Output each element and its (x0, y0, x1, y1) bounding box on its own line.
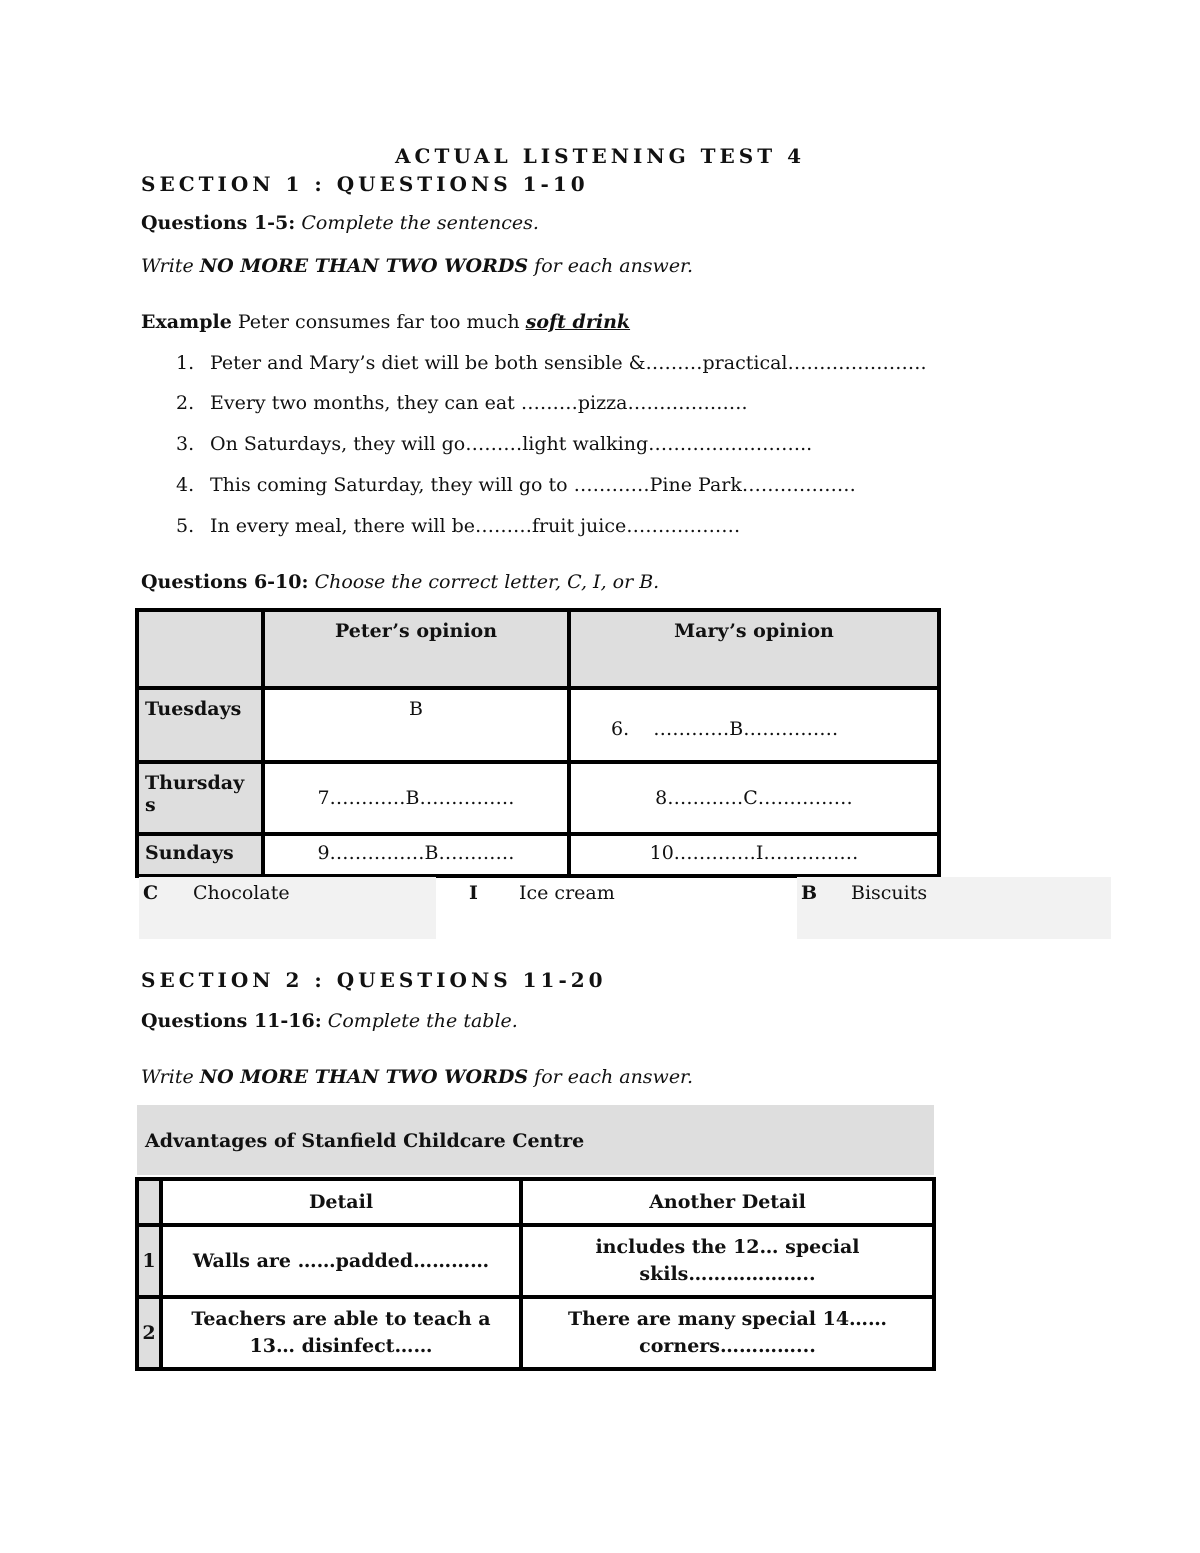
column-header-detail: Detail (161, 1179, 521, 1225)
section-1-heading: SECTION 1 : QUESTIONS 1-10 (141, 172, 589, 196)
example-line (141, 311, 630, 333)
table-row (137, 688, 939, 762)
mary-opinion-cell: 8…………C…………… (569, 762, 939, 834)
another-detail-cell: There are many special 14…… corners…………... (521, 1297, 934, 1369)
table-corner-cell (137, 610, 263, 688)
detail-cell: Walls are ……padded………… (161, 1225, 521, 1297)
questions-6-10-instruction (141, 571, 659, 593)
column-header-mary: Mary’s opinion (569, 610, 939, 688)
table-row (137, 834, 939, 876)
row-index: 1 (137, 1225, 161, 1297)
peter-opinion-cell: 9……………B………… (263, 834, 569, 876)
row-index: 2 (137, 1297, 161, 1369)
table-header-row (137, 1179, 934, 1225)
table-row (137, 762, 939, 834)
key-item-chocolate: C Chocolate (139, 877, 436, 939)
row-header-day: Thursday s (137, 762, 263, 834)
column-header-peter: Peter’s opinion (263, 610, 569, 688)
advantages-table (135, 1177, 936, 1371)
example-label: Example (141, 311, 232, 333)
question-item: 2. Every two months, they can eat ………pizza………………. (176, 392, 748, 414)
example-text: Peter consumes far too much (237, 311, 520, 333)
example-answer: soft drink (525, 311, 631, 333)
questions-11-16-text: Complete the table. (327, 1010, 518, 1032)
questions-6-10-label: Questions 6-10: (141, 571, 309, 593)
questions-6-10-text: Choose the correct letter, C, I, or B. (314, 571, 660, 593)
table-row (137, 1297, 934, 1369)
question-item: 4. This coming Saturday, they will go to …………Pine Park……………… (176, 474, 856, 496)
questions-11-16-label: Questions 11-16: (141, 1010, 322, 1032)
question-item: 3. On Saturdays, they will go………light walking…………………….. (176, 433, 813, 455)
another-detail-cell: includes the 12… special skils……………….. (521, 1225, 934, 1297)
table-corner-cell (137, 1179, 161, 1225)
word-limit-instruction-1: Write NO MORE THAN TWO WORDS for each answer. (141, 255, 694, 277)
table-row (137, 1225, 934, 1297)
peter-opinion-cell: 7…………B…………… (263, 762, 569, 834)
word-limit-instruction-2: Write NO MORE THAN TWO WORDS for each answer. (141, 1066, 694, 1088)
column-header-another-detail: Another Detail (521, 1179, 934, 1225)
mary-opinion-cell: 6. …………B…………… (569, 688, 939, 762)
questions-11-16-instruction (141, 1010, 518, 1032)
section-2-heading: SECTION 2 : QUESTIONS 11-20 (141, 968, 607, 992)
page-title: ACTUAL LISTENING TEST 4 (395, 144, 805, 168)
mary-opinion-cell: 10.…………I…………… (569, 834, 939, 876)
questions-1-5-instruction (141, 212, 539, 234)
questions-1-5-label: Questions 1-5: (141, 212, 296, 234)
question-item: 5. In every meal, there will be………fruit juice……………… (176, 515, 741, 537)
advantages-table-title: Advantages of Stanfield Childcare Centre (137, 1105, 934, 1175)
key-item-ice-cream: I Ice cream (469, 882, 615, 904)
questions-1-5-text: Complete the sentences. (301, 212, 539, 234)
row-header-day: Tuesdays (137, 688, 263, 762)
row-header-day: Sundays (137, 834, 263, 876)
question-item: 1. Peter and Mary’s diet will be both sensible &………practical…………………. (176, 352, 927, 374)
detail-cell: Teachers are able to teach a 13… disinfect…… (161, 1297, 521, 1369)
table-header-row (137, 610, 939, 688)
peter-opinion-cell: B (263, 688, 569, 762)
key-item-biscuits: B Biscuits (797, 877, 1111, 939)
opinion-table (135, 608, 941, 878)
